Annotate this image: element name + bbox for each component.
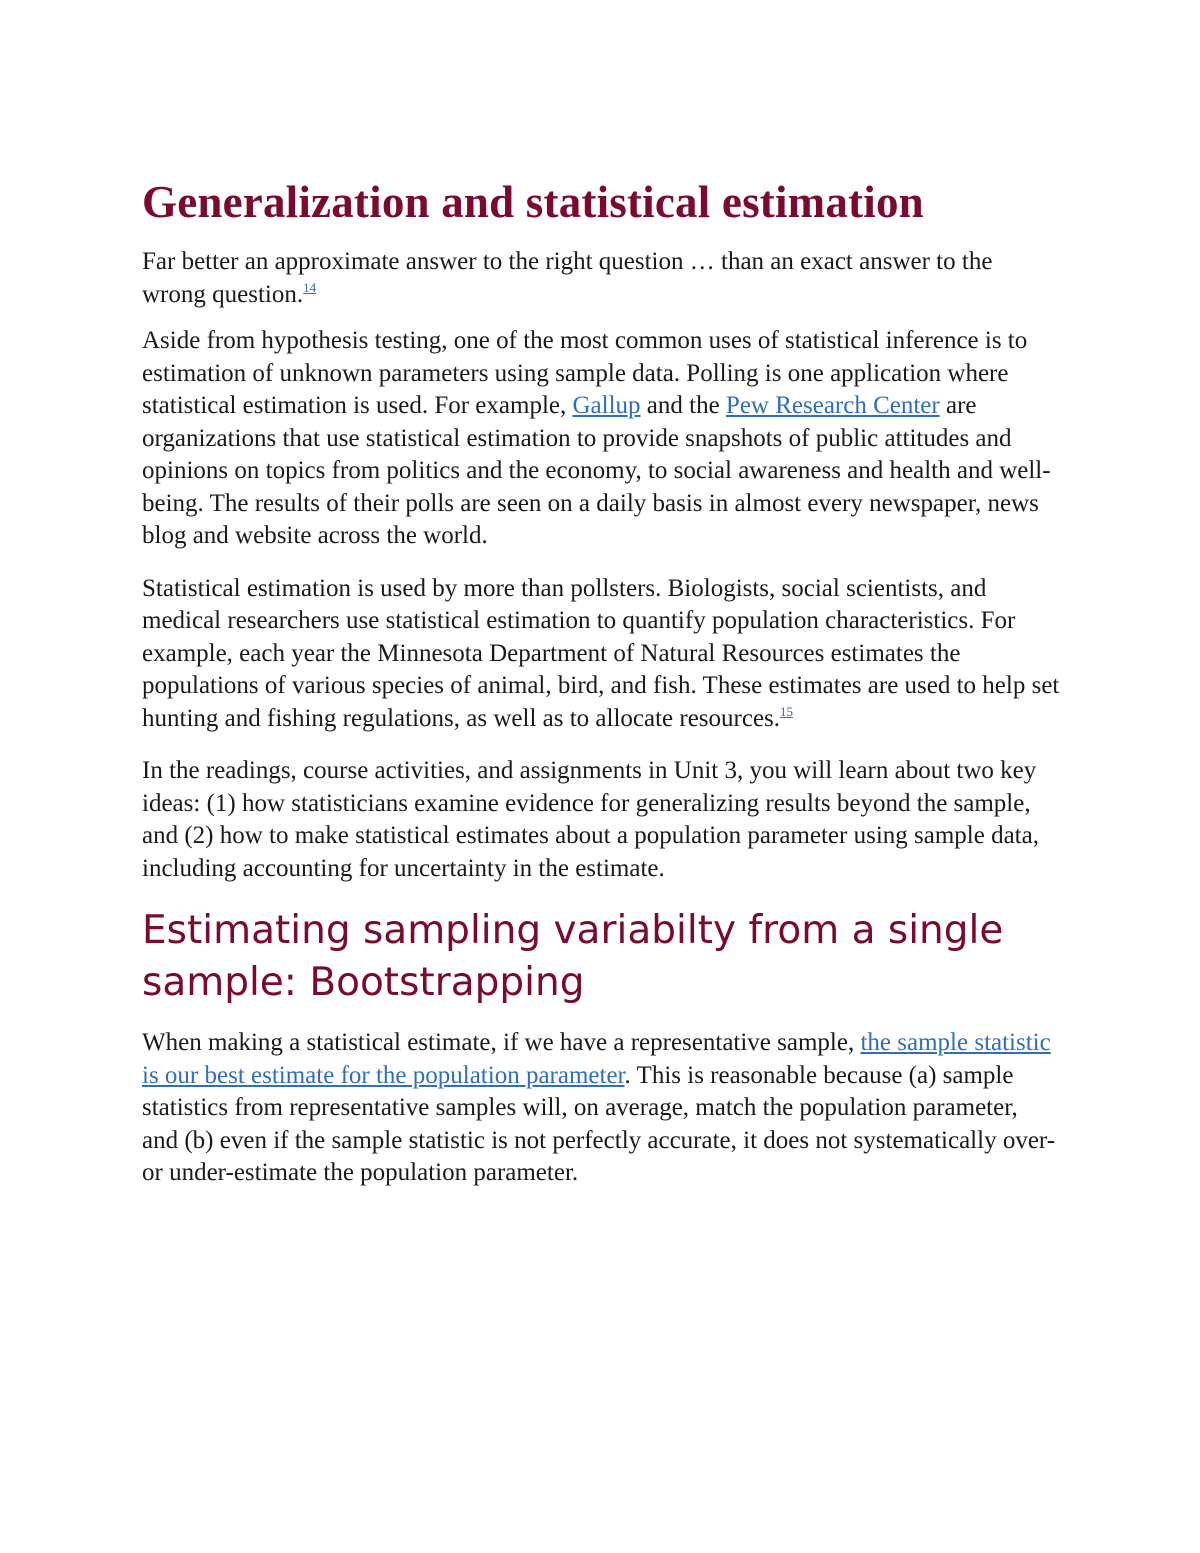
paragraph-text: are organizations that use statistical estimation to provide snapshots of public attitudes and opinions on topics from politics and the economy, to social awareness and health and well-being. The results of their polls are seen on a daily basis in almost every newspaper, news blog and website across the world. [142,392,1051,549]
paragraph-text: Statistical estimation is used by more than pollsters. Biologists, social scientists, and medical researchers use statistical estimation to quantify population characteristics. For example, each year the Minnesota Department of Natural Resources estimates the populations of various species of animal, bird, and fish. These estimates are used to help set hunting and fishing regulations, as well as to allocate resources. [142,574,1060,732]
paragraph-text: Aside from hypothesis testing, one of the most common uses of statistical inference is to estimation of unknown parameters using sample data. Polling is one application where statistical estimation is used. For example, [142,327,1028,419]
paragraph-polling [142,325,1060,553]
paragraph-unit3: In the readings, course activities, and assignments in Unit 3, you will learn about two key ideas: (1) how statisticians examine evidence for generalizing results beyond the sample, and (2) how to make statistical estimates about a population parameter using sample data, including accounting for uncertainty in the estimate. [142,757,1039,882]
paragraph-pollsters [142,573,1060,736]
epigraph-quote [142,246,1060,311]
gallup-link[interactable]: Gallup [572,392,641,419]
footnote-link-15[interactable]: 15 [780,703,794,719]
footnote-link-14[interactable]: 14 [303,279,317,295]
footnote-ref-15 [780,704,793,719]
footnote-ref-14 [303,280,316,295]
quote-text: Far better an approximate answer to the right question … than an exact answer to the wrong question. [142,248,993,308]
paragraph-text: When making a statistical estimate, if we have a representative sample, [142,1029,861,1056]
document-page [142,176,1060,1210]
pew-research-link[interactable]: Pew Research Center [725,392,940,419]
best-estimate-link[interactable]: the sample statistic is our best estimate for the population parameter [142,1029,1051,1089]
page-title: Generalization and statistical estimation [142,177,924,227]
paragraph-text: and the [640,392,726,419]
paragraph-text: . This is reasonable because (a) sample statistics from representative samples will, on average, match the population parameter, and (b) even if the sample statistic is not perfectly accurate, it does not systematically over- or under-estimate the population parameter. [142,1061,1056,1186]
section-heading: Estimating sampling variabilty from a single sample: Bootstrapping [142,908,1004,1005]
paragraph-estimate [142,1027,1060,1190]
